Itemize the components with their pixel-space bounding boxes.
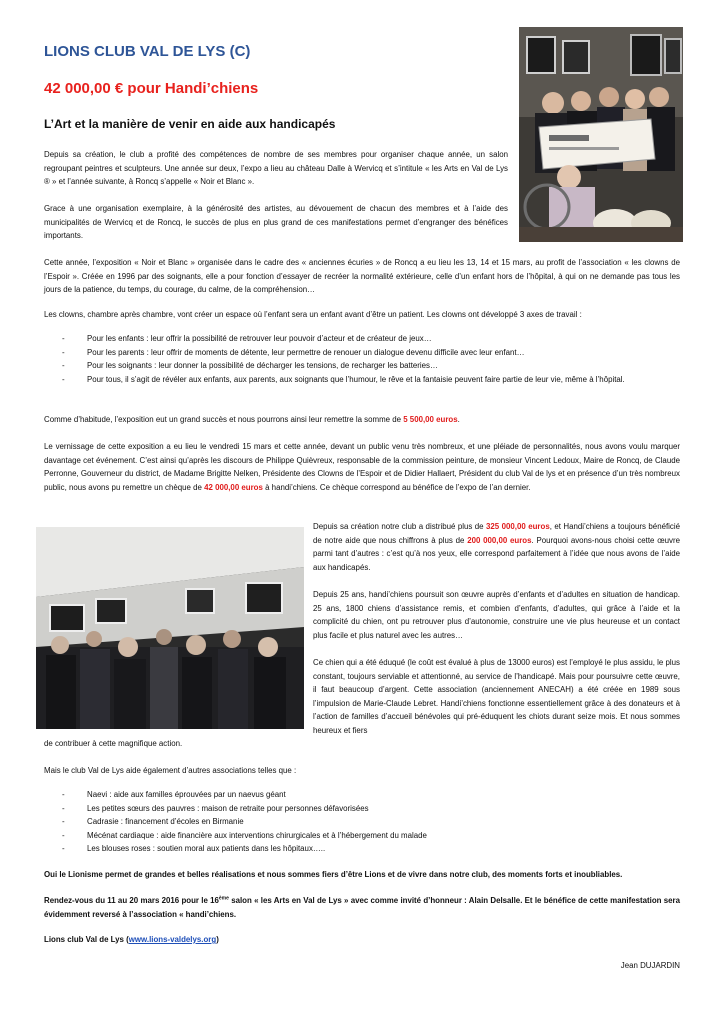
exhibition-crowd-photo	[36, 527, 304, 729]
other-associations-intro: Mais le club Val de Lys aide également d’autres associations telles que :	[44, 766, 297, 775]
amount-highlight: 5 500,00 euros	[403, 415, 458, 424]
intro-paragraph-1: Depuis sa création, le club a profité des compétences de nombre de ses membres pour organiser chaque année, un salon regroupant peintres et sculpteurs. Une année sur deux, l’expo a lieu au château Dalle à Wervicq et s’intitule « les Arts en Val de Lys ® » et l’année suivante, à Roncq s’appelle « Noir et Blanc ».	[44, 150, 508, 186]
dog-paragraph: Ce chien qui a été éduqué (le coût est évalué à plus de 13000 euros) est l’employé le plus assidu, le plus constant, toujours serviable et attentionné, au service de l’handicapé. Mais pour poursuivre cette œuvre, il faut beaucoup d’argent. Cette association (anciennement ANECAH) a été créée en 1989 sous l’impulsion de Marie-Claude Lebret. Handi’chiens fonctionne essentiellement grâce à des donateurs et à l’action de familles d’accueil bénévoles qui pré-éduquent les chiots durant seize mois. Et nous sommes heureux et fiers	[313, 658, 680, 735]
vernissage-paragraph: Le vernissage de cette exposition a eu lieu le vendredi 15 mars et cette année, devant un public venu très nombreux, et une pléiade de personnalités, nous avons voulu marquer davantage cet événement. C’est ainsi qu’après les discours de Philippe Quièvreux, responsable de la commission peinture, de monsieur Vincent Ledoux, Maire de Roncq, de Claude Perronne, Gouverneur du district, de Madame Brigitte Nelken, Présidente des Clowns de l’Espoir et de Didier Hallaert, Président du club Val de lys et en présence d’un très nombreux public, nous avons pu remettre un chèque de 42 000,00 euros à handi’chiens. Ce chèque correspond au bénéfice de l’expo de l’an dernier.	[44, 442, 680, 492]
dog-paragraph-end: de contribuer à cette magnifique action.	[44, 739, 183, 748]
club-distribution-paragraph: Depuis sa création notre club a distribué plus de 325 000,00 euros, et Handi’chiens a toujours bénéficié de notre aide que nous chiffrons à plus de 200 000,00 euros. Pourquoi avons-nous choisi cette œuvre parmi tant d’autres : c’est qu’à nos yeux, elle correspond parfaitement à l’idée que nous avons de l’aide aux handicapés.	[313, 522, 681, 572]
list-item: - Pour les enfants : leur offrir la possibilité de retrouver leur pouvoir d’acteur et de créateur de jeux…	[62, 334, 432, 343]
amount-headline: 42 000,00 € pour Handi’chiens	[44, 80, 259, 97]
list-item: - Mécénat cardiaque : aide financière aux interventions chirurgicales et à l’hébergement du malade	[62, 830, 427, 840]
list-item: - Cadrasie : financement d’écoles en Birmanie	[62, 817, 244, 826]
exhibition-paragraph: Cette année, l’exposition « Noir et Blanc » organisée dans le cadre des « anciennes écuries » de Roncq a eu lieu les 13, 14 et 15 mars, au profit de l’association « les clowns de l’Espoir ». Créée en 1996 par des soignants, elle a pour fonction d’essayer de recréer la normalité extérieure, celle d’un enfant hors de l’hôpital, à qui on ne demande pas tous les jours de la patience, du temps, du courage, du calme, de la compréhension…	[44, 258, 680, 294]
club-website-link[interactable]: www.lions-valdelys.org	[128, 935, 217, 944]
cheque-presentation-photo	[519, 27, 683, 242]
intro-paragraph-2: Grace à une organisation exemplaire, à la générosité des artistes, au dévouement de chacun des membres et à l’aide des municipalités de Wervicq et de Roncq, le succès de plus en plus grand de ces manifestations permet d’engranger des bénéfices importants.	[44, 204, 508, 240]
handichiens-paragraph: Depuis 25 ans, handi’chiens poursuit son œuvre auprès d’enfants et d’adultes en situation de handicap. 25 ans, 1800 chiens d’assistance remis, et combien d’enfants, d’adultes, qui grâce à l’aide et la complicité du chien, ont pu retrouver plus d’autonomie, construire une vie plus heureuse et un contact plus facile et plus naturel avec les autres…	[313, 590, 680, 640]
associations-list	[44, 788, 680, 856]
list-item: - Les petites sœurs des pauvres : maison de retraite pour personnes défavorisées	[62, 803, 369, 813]
club-footer: Lions club Val de Lys (www.lions-valdelys.org)	[44, 935, 219, 944]
work-axes-list	[44, 332, 680, 386]
list-item: - Pour tous, il s’agit de révéler aux enfants, aux parents, aux soignants que l’humour, le rêve et la fantaisie peuvent faire partie de leur vie, même à l’hôpital.	[62, 374, 625, 384]
article-subtitle: L’Art et la manière de venir en aide aux handicapés	[44, 117, 336, 131]
event-announcement: Rendez-vous du 11 au 20 mars 2016 pour le 16ème salon « les Arts en Val de Lys » avec comme invité d’honneur : Alain Delsalle. Et le bénéfice de cette manifestation sera évidemment reversé à l’association « handi’chiens.	[44, 895, 680, 919]
list-item: - Pour les parents : leur offrir de moments de détente, leur permettre de renouer un dialogue devenu difficile avec leur enfant…	[62, 347, 525, 357]
amount-highlight: 200 000,00 euros	[467, 535, 532, 545]
lionism-statement: Oui le Lionisme permet de grandes et belles réalisations et nous sommes fiers d’être Lions et de vivre dans notre club, des moments forts et inoubliables.	[44, 870, 623, 879]
list-item: - Naevi : aide aux familles éprouvées par un naevus géant	[62, 790, 286, 799]
amount-highlight: 42 000,00 euros	[204, 482, 263, 492]
list-item: - Pour les soignants : leur donner la possibilité de décharger les tensions, de recharger les batteries…	[62, 361, 438, 370]
success-paragraph: Comme d’habitude, l’exposition eut un grand succès et nous pourrons ainsi leur remettre la somme de 5 500,00 euros.	[44, 415, 460, 424]
clowns-paragraph: Les clowns, chambre après chambre, vont créer un espace où l’enfant sera un enfant avant d’être un patient. Les clowns ont développé 3 axes de travail :	[44, 310, 582, 319]
document-title: LIONS CLUB VAL DE LYS (C)	[44, 43, 251, 60]
amount-highlight: 325 000,00 euros	[486, 522, 550, 531]
author-signature: Jean DUJARDIN	[620, 961, 680, 970]
list-item: - Les blouses roses : soutien moral aux patients dans les hôpitaux…..	[62, 844, 326, 853]
